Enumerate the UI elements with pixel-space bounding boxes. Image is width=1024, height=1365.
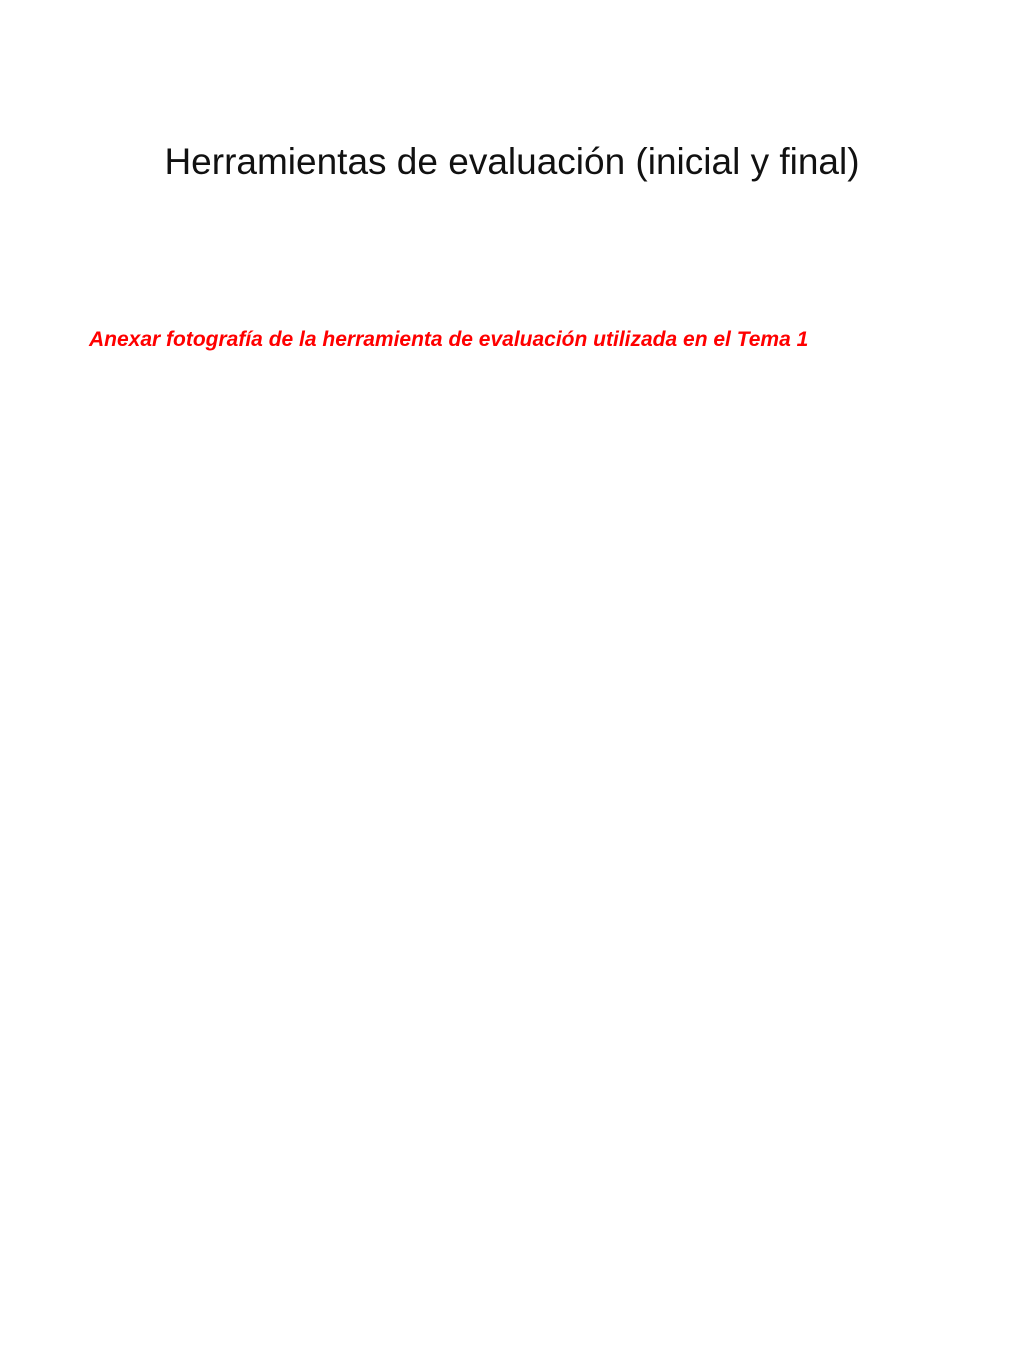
instruction-text: Anexar fotografía de la herramienta de evaluación utilizada en el Tema 1	[89, 328, 809, 351]
slide-title: Herramientas de evaluación (inicial y final)	[164, 141, 860, 182]
